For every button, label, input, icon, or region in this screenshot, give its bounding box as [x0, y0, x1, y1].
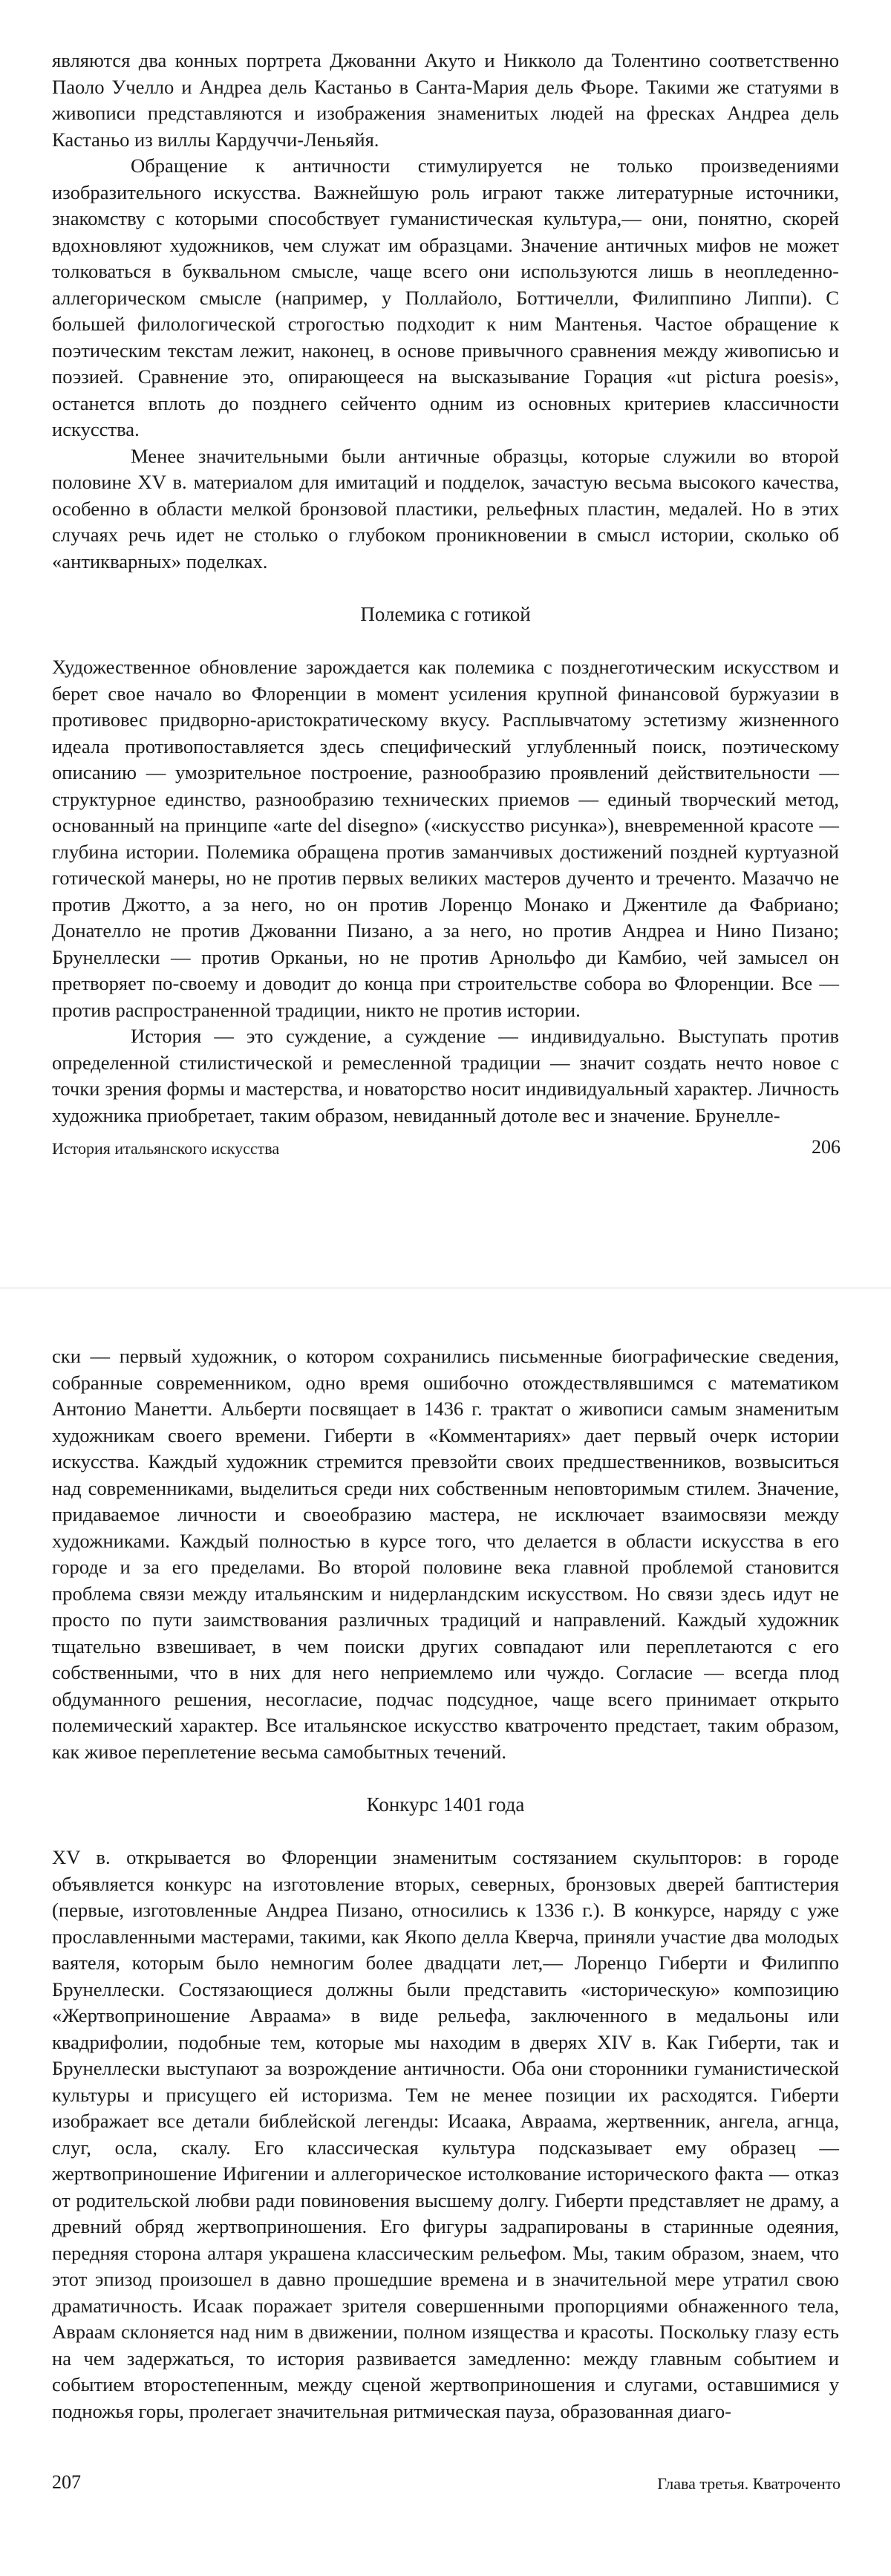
paragraph: Обращение к античности стимулируется не только произведениями изобразительного искусства. Важнейшую роль играют также литературные источники, знакомству с которыми способствует гуманистическая культура,— они, понятно, скорей вдохновляют художников, чем служат им образцами. Значение античных мифов не может толковаться в буквальном смысле, чаще всего они используются лишь в неопледенно-аллегорическом смысле (например, у Поллайоло, Боттичелли, Филиппино Липпи). С большей филологической строгостью подходит к ним Мантенья. Частое обращение к поэтическим текстам лежит, наконец, в основе привычного сравнения между живописью и поэзией. Сравнение это, опирающееся на высказывание Горация «ut pictura poesis», останется вплоть до позднего сейченто одним из основных критериев классичности искусства.: [52, 154, 839, 440]
paragraph: ски — первый художник, о котором сохранились письменные биографические сведения, собранные современником, одно время ошибочно отождествлявшимся с математиком Антонио Манетти. Альберти посвящает в 1436 г. трактат о живописи самым знаменитым художникам своего времени. Гиберти в «Комментариях» дает первый очерк истории искусства. Каждый художник стремится превзойти своих предшественников, возвыситься над современниками, выделиться среди них собственным неповторимым стилем. Значение, придаваемое личности и своеобразию мастера, не исключает взаимосвязи между художниками. Каждый полностью в курсе того, что делается в области искусства в его городе и за его пределами. Во второй половине века главной проблемой становится проблема связи между итальянским и нидерландским искусством. Но связи здесь идут не просто по пути заимствования различных традиций и направлений. Каждый художник тщательно взвешивает, в чем поиски других совпадают или переплетаются с его собственными, что в них для него неприемлемо или чуждо. Согласие — всегда плод обдуманного решения, несогласие, подчас подсудное, чаще всего принимает открыто полемический характер. Все итальянское искусство кватроченто предстает, таким образом, как живое переплетение весьма самобытных течений.: [52, 1345, 839, 1763]
section-heading: Полемика с готикой: [360, 603, 531, 625]
page-number: 206: [812, 1136, 841, 1158]
running-title: История итальянского искусства: [52, 1139, 280, 1158]
paragraph: являются два конных портрета Джованни Акуто и Никколо да Толентино соответственно Паоло Учелло и Андреа дель Кастаньо в Санта-Мария дель Фьоре. Такими же статуями в живописи представляются и изображения знаменитых людей на фресках Андреа дель Кастаньо из виллы Кардуччи-Леньяйя.: [52, 49, 839, 151]
paragraph: XV в. открывается во Флоренции знаменитым состязанием скульпторов: в городе объявляется конкурс на изготовление вторых, северных, бронзовых дверей баптистерия (первые, изготовленные Андреа Пизано, относились к 1336 г.). В конкурсе, наряду с уже прославленными мастерами, такими, как Якопо делла Кверча, приняли участие два молодых ваятеля, которым было немногим более двадцати лет,— Лоренцо Гиберти и Филиппо Брунеллески. Состязающиеся должны были представить «историческую» композицию «Жертвоприношение Авраама» в виде рельефа, заключенного в медальоны или квадрифолии, подобные тем, которые мы находим в дверях XIV в. Как Гиберти, так и Брунеллески выступают за возрождение античности. Оба они сторонники гуманистической культуры и присущего ей историзма. Тем не менее позиции их расходятся. Гиберти изображает все детали библейской легенды: Исаака, Авраама, жертвенник, ангела, агнца, слуг, осла, скалу. Его классическая культура подсказывает ему образец — жертвоприношение Ифигении и аллегорическое истолкование исторического факта — отказ от родительской любви ради повиновения высшему долгу. Гиберти представляет не драму, а древний обряд жертвоприношения. Его фигуры задрапированы в старинные одеяния, передняя сторона алтаря украшена классическим рельефом. Мы, таким образом, знаем, что этот эпизод произошел в давно прошедшие времена и в значительной мере утратил свою драматичность. Исаак поражает зрителя совершенными пропорциями обнаженного тела, Авраам склоняется над ним в движении, полном изящества и красоты. Поскольку глазу есть на чем задержаться, то история развивается замедленно: между главным событием и событием второстепенным, между сценой жертвоприношения и слугами, оставшимися у подножья горы, пролегает значительная ритмическая пауза, образованная диаго-: [52, 1846, 839, 2422]
page-text: [52, 48, 839, 1129]
running-title: Глава третья. Кватроченто: [657, 2474, 841, 2493]
section-heading: Конкурс 1401 года: [366, 1793, 525, 1816]
paragraph: Художественное обновление зарождается как полемика с позднеготическим искусством и берет свое начало во Флоренции в момент усиления крупной финансовой буржуазии в противовес придворно-аристократическому вкусу. Расплывчатому эстетизму жизненного идеала противопоставляется здесь специфический углубленный поиск, поэтическому описанию — умозрительное построение, разнообразию проявлений действительности — структурное единство, разнообразию технических приемов — единый творческий метод, основанный на принципе «arte del disegno» («искусство рисунка»), вневременной красоте — глубина истории. Полемика обращена против заманчивых достижений поздней куртуазной готической манеры, но не против первых великих мастеров дученто и треченто. Мазаччо не против Джотто, а за него, но он против Лоренцо Монако и Джентиле да Фабриано; Донателло не против Джованни Пизано, а за него, но против Андреа и Нино Пизано; Брунеллески — против Орканьи, но не против Арнольфо ди Камбио, чей замысел он претворяет по-своему и доводит до конца при строительстве собора во Флоренции. Все — против распространенной традиции, никто не против истории.: [52, 656, 839, 1021]
page-number: 207: [52, 2471, 81, 2493]
page-text: [52, 1343, 839, 2425]
paragraph: История — это суждение, а суждение — индивидуально. Выступать против определенной стилистической и ремесленной традиции — значит создать нечто новое с точки зрения формы и мастерства, и новаторство носит индивидуальный характер. Личность художника приобретает, таким образом, невиданный дотоле вес и значение. Брунелле-: [52, 1025, 839, 1126]
book-page-207: [0, 1288, 891, 2576]
paragraph: Менее значительными были античные образцы, которые служили во второй половине XV в. материалом для имитаций и подделок, зачастую весьма высокого качества, особенно в области мелкой бронзовой пластики, рельефных пластин, медалей. Но в этих случаях речь идет не столько о глубоком проникновении в смысл истории, сколько об «антикварных» поделках.: [52, 444, 839, 573]
